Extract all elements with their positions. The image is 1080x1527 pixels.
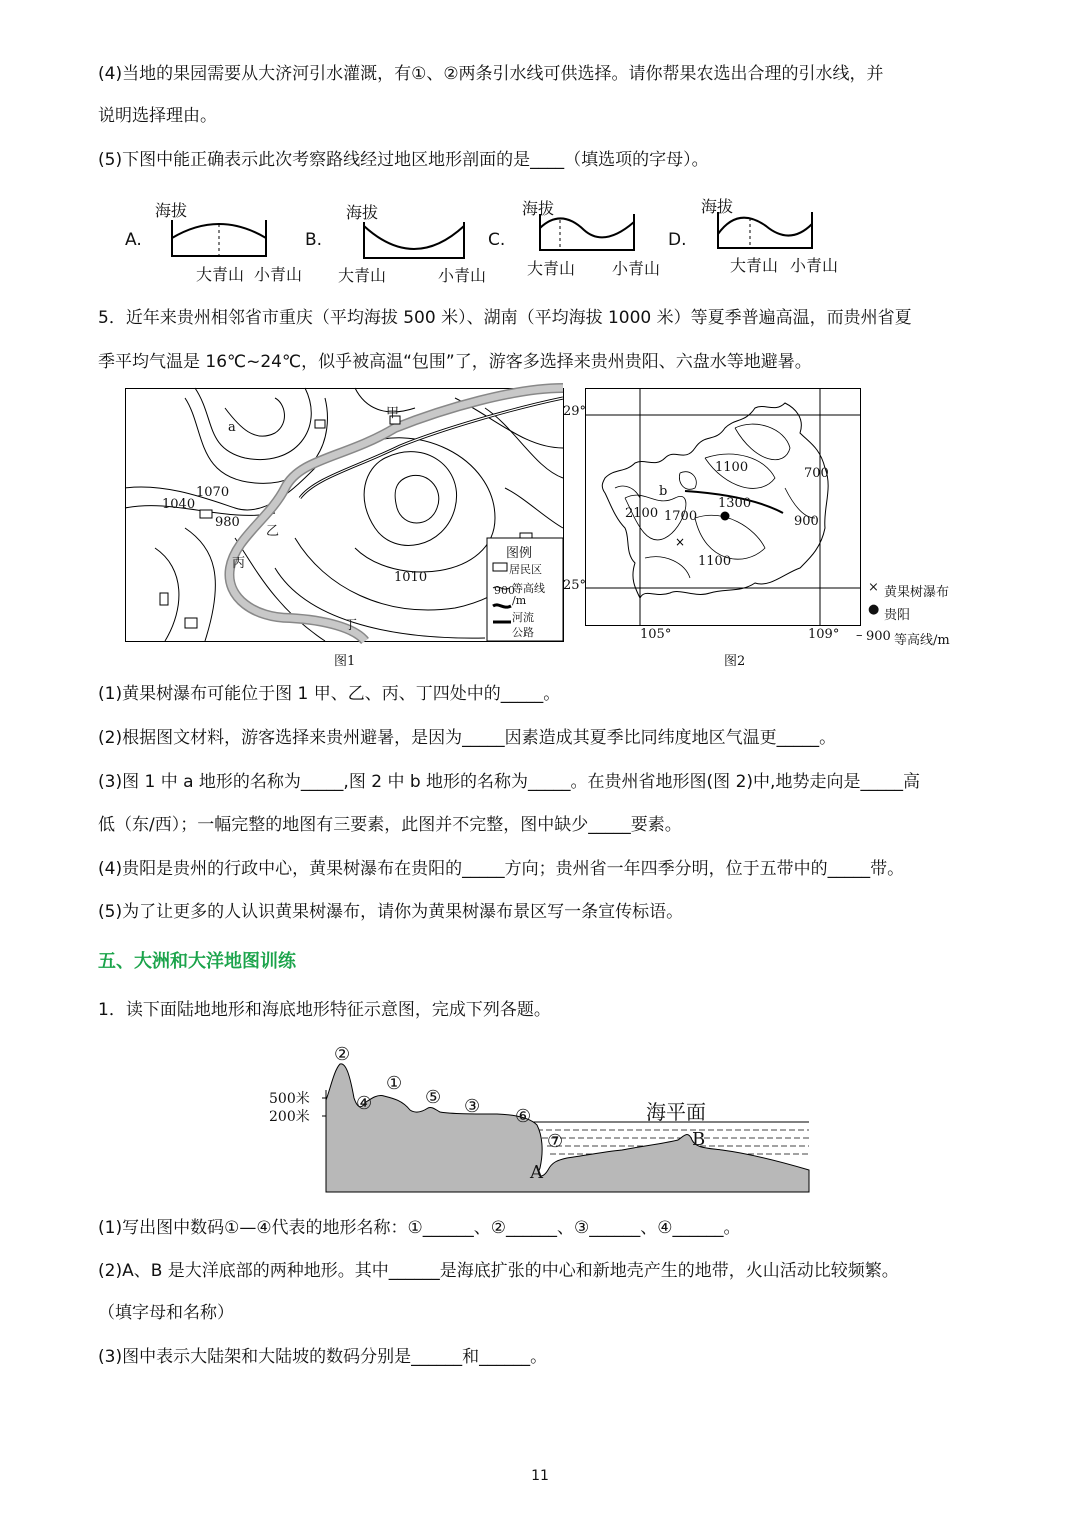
profile-b-diagram	[360, 222, 470, 262]
map1-contour-1070: 1070	[196, 485, 230, 500]
map1-legend-contour: 等高线	[512, 582, 545, 595]
map1-legend-river: 河流	[512, 611, 534, 624]
diagram-marker-2: ②	[334, 1044, 351, 1065]
map1-legend-contour-unit: /m	[512, 594, 527, 607]
section5-question-1: (1)写出图中数码①—④代表的地形名称：①______、②______、③______、④______。	[98, 1218, 741, 1238]
map2-lat-25: 25°	[563, 578, 587, 593]
option-a-alt: 海拔	[155, 201, 188, 220]
map2-contour-1700: 1700	[664, 509, 698, 524]
map2-lat-29: 29°	[563, 404, 587, 419]
map2-contour-2100: 2100	[625, 506, 659, 521]
option-d-letter: D.	[668, 230, 687, 250]
section-title: 五、大洲和大洋地图训练	[98, 951, 296, 972]
map2-legend-waterfall: 黄果树瀑布	[884, 585, 950, 600]
q5-question-4: (4)贵阳是贵州的行政中心，黄果树瀑布在贵阳的_____方向；贵州省一年四季分明，位于五带中的_____带。	[98, 859, 905, 879]
option-d-left: 大青山	[730, 256, 779, 275]
contour-dash-icon: –	[856, 628, 863, 643]
map2-legend-contour-value: 900	[866, 629, 891, 644]
option-b-right: 小青山	[438, 266, 487, 285]
profile-d-diagram	[714, 212, 818, 252]
q5-question-2: (2)根据图文材料，游客选择来贵州避暑，是因为_____因素造成其夏季比同纬度地区气温更_____。	[98, 728, 837, 748]
option-a-left: 大青山	[196, 265, 245, 284]
waterfall-icon: ×	[868, 580, 879, 595]
page-number: 11	[531, 1468, 549, 1484]
option-b-left: 大青山	[338, 266, 387, 285]
option-c-right: 小青山	[612, 259, 661, 278]
map2-contour-1300: 1300	[718, 496, 752, 511]
map1-label-jia: 甲	[386, 406, 400, 421]
svg-text:×: ×	[675, 535, 686, 549]
map2-contour-1100a: 1100	[715, 460, 749, 475]
map2-legend-guiyang: 贵阳	[884, 608, 911, 623]
diagram-marker-6: ⑥	[515, 1106, 532, 1127]
q5-intro-line2: 季平均气温是 16℃~24℃，似乎被高温“包围”了，游客多选择来贵州贵阳、六盘水等地避暑。	[98, 352, 812, 372]
map1-legend-contour-value: 900	[494, 584, 515, 597]
diagram-label-b: B	[692, 1129, 706, 1150]
map1-label-bing: 丙	[232, 556, 246, 571]
diagram-y-500: 500米	[269, 1091, 310, 1107]
section5-q1-intro: 1．读下面陆地地形和海底地形特征示意图，完成下列各题。	[98, 1000, 551, 1020]
map2-contour-900: 900	[794, 514, 819, 529]
map1-label-yi: 乙	[266, 524, 280, 539]
map1-legend-road: 公路	[512, 626, 534, 639]
q5-intro-line1: 5．近年来贵州相邻省市重庆（平均海拔 500 米）、湖南（平均海拔 1000 米）等夏季普遍高温，而贵州省夏	[98, 308, 912, 328]
option-c-left: 大青山	[527, 259, 576, 278]
option-c-alt: 海拔	[522, 199, 555, 218]
terrain-profile-diagram	[322, 1040, 812, 1192]
q5-question-3-line2: 低（东/西）；一幅完整的地图有三要素，此图并不完整，图中缺少_____要素。	[98, 815, 682, 835]
map2-contour-700: 700	[804, 466, 829, 481]
option-d-right: 小青山	[790, 256, 839, 275]
q5-question-5: (5)为了让更多的人认识黄果树瀑布，请你为黄果树瀑布景区写一条宣传标语。	[98, 902, 684, 922]
diagram-marker-3: ③	[464, 1096, 481, 1117]
q5-question-1: (1)黄果树瀑布可能位于图 1 甲、乙、丙、丁四处中的_____。	[98, 684, 561, 704]
map2-contour-1100b: 1100	[698, 554, 732, 569]
map2-lon-109: 109°	[808, 627, 840, 642]
option-c-letter: C.	[488, 230, 506, 250]
map1-contour-980: 980	[215, 515, 240, 530]
q4-part5: (5)下图中能正确表示此次考察路线经过地区地形剖面的是____（填选项的字母）。	[98, 150, 709, 170]
diagram-marker-4: ④	[356, 1093, 373, 1114]
map1-legend-title: 图例	[506, 546, 533, 561]
guiyang-dot-icon: ●	[868, 602, 880, 617]
map2-label-b: b	[659, 484, 668, 499]
option-b-letter: B.	[305, 230, 323, 250]
map2-lon-105: 105°	[640, 627, 672, 642]
q4-part4-line1: (4)当地的果园需要从大济河引水灌溉，有①、②两条引水线可供选择。请你帮果农选出合理的引水线，并	[98, 64, 884, 84]
map1-caption: 图1	[334, 654, 356, 669]
map1-contour-1010: 1010	[394, 570, 428, 585]
option-d-alt: 海拔	[701, 197, 734, 216]
diagram-marker-5: ⑤	[425, 1087, 442, 1108]
map2-caption: 图2	[724, 654, 746, 669]
map1-contour-map	[125, 388, 565, 642]
option-a-right: 小青山	[254, 265, 303, 284]
q4-part4-line2: 说明选择理由。	[98, 106, 217, 126]
map1-contour-1040: 1040	[162, 497, 196, 512]
diagram-label-a: A	[530, 1162, 543, 1183]
profile-a-diagram	[168, 220, 272, 260]
section5-question-2-note: （填字母和名称）	[98, 1303, 234, 1323]
diagram-y-200: 200米	[269, 1109, 310, 1125]
diagram-marker-7: ⑦	[547, 1131, 564, 1152]
map1-label-ding: 丁	[344, 618, 358, 633]
q5-question-3-line1: (3)图 1 中 a 地形的名称为_____,图 2 中 b 地形的名称为_____。在贵州省地形图(图 2)中,地势走向是_____高	[98, 772, 920, 792]
section5-question-2: (2)A、B 是大洋底部的两种地形。其中______是海底扩张的中心和新地壳产生的地带，火山活动比较频繁。	[98, 1261, 899, 1281]
map1-legend-residential: 居民区	[509, 563, 542, 576]
option-a-letter: A.	[125, 230, 142, 250]
profile-c-diagram	[536, 214, 640, 254]
map1-label-a: a	[228, 420, 236, 435]
option-b-alt: 海拔	[346, 203, 379, 222]
diagram-sea-level: 海平面	[646, 1100, 706, 1124]
diagram-marker-1: ①	[386, 1073, 403, 1094]
section5-question-3: (3)图中表示大陆架和大陆坡的数码分别是______和______。	[98, 1347, 548, 1367]
map2-legend-contour: 等高线/m	[894, 633, 950, 648]
